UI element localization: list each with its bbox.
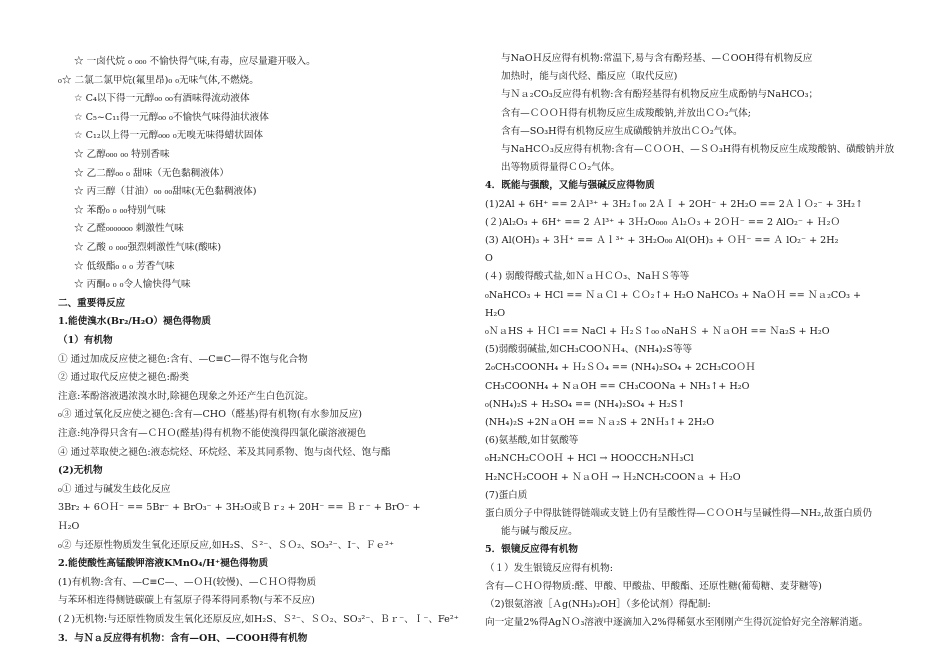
right-text-line: O — [485, 253, 493, 265]
right-text-line: H₂NCＨ₂COOH + ＮａOＨ → Ｈ₂NCH₂COONａ + Ｈ₂O — [485, 471, 741, 483]
left-text-line: ☆ 丙三醇（甘油）₀₀ ₀₀甜味(无色黏稠液体) — [74, 186, 257, 198]
right-text-line: 蛋白质分子中得肽链得链端或支链上仍有呈酸性得—ＣＯＯH与呈碱性得—NH₂,故蛋白质仍 — [485, 508, 872, 519]
left-text-line: 注意:纯净得只含有—ＣＨＯ(醛基)得有机物不能使溴得四氯化碳溶液褪色 — [58, 428, 367, 439]
left-text-line: ☆ 乙二醇₀₀ ₀ 甜味（无色黏稠液体） — [74, 167, 229, 179]
right-text-line: ₀ＮａHS + ＨＣl == NaCl + Ｈ₂Ｓ↑₀₀ ₀NaHＳ + ＮａOH == Ｎa₂S + H₂O — [485, 326, 830, 337]
left-text-line: 与苯环相连得侧链碳碳上有氢原子得苯得同系物(与苯不反应) — [58, 595, 315, 607]
left-text-line: (2)无机物 — [58, 465, 103, 477]
left-text-line: 2.能使酸性高锰酸钾溶液KMnO₄/H⁺褪色得物质 — [58, 558, 269, 570]
left-text-line: （1）有机物 — [58, 335, 113, 346]
right-text-line: (7)蛋白质 — [485, 489, 528, 501]
left-text-line: (２)无机物:与还原性物质发生氧化还原反应,如H₂S、Ｓ²⁻、ＳＯ₂、SO₃²⁻、Ｂｒ⁻、Ｉ⁻、Fe²⁺ — [58, 614, 459, 625]
left-text-line: ☆ C₄以下得一元醇₀₀ ₀₀有酒味得流动液体 — [74, 93, 250, 105]
right-text-line: 含有—ＣＨＯ得物质:醛、甲酸、甲酸盐、甲酸酯、还原性糖(葡萄糖、麦芽糖等) — [485, 580, 822, 592]
right-text-line: 出等物质得量得ＣＯ₂气体。 — [501, 162, 620, 174]
left-text-line: ☆ 乙醇₀₀₀ ₀₀ 特别香味 — [74, 149, 170, 160]
left-text-line: (1)有机物:含有、—C≡C—、—ＯＨ(较慢)、—ＣＨＯ得物质 — [58, 576, 317, 588]
left-text-line: ☆ 一卤代烷 ₀ ₀₀₀ 不愉快得气味,有毒，应尽量避开吸入。 — [74, 56, 316, 67]
left-text-line: ☆ 乙酸 ₀ ₀₀₀强烈刺激性气味(酸味) — [74, 242, 222, 253]
right-text-line: （2)银氨溶液［Ａg(NH₃)₂OH］（多伦试剂）得配制: — [485, 599, 711, 610]
left-text-line: 3Br₂ + 6ＯＨ⁻ == 5Br⁻ + BrO₃⁻ + 3H₂O或Ｂｒ₂ + 20H⁻ == Ｂｒ⁻ + BrO⁻ + — [58, 502, 421, 514]
left-text-line: Ｈ₂O — [58, 521, 80, 532]
left-text-line: ☆ 苯酚₀ ₀ ₀₀特别气味 — [74, 204, 166, 216]
left-text-line: ☆ 乙醛₀₀₀₀₀₀₀ 刺激性气味 — [74, 223, 184, 235]
right-text-line: 向一定量2%得AgＮＯ₃溶液中逐滴加入2%得稀氨水至刚刚产生得沉淀恰好完全溶解消逝。 — [485, 617, 869, 629]
right-text-line: (1)2Al + 6H⁺ == 2Ａl³⁺ + 3H₂↑₀₀ 2ＡＩ + 2OH⁻ + 2H₂O == 2ＡｌＯ₂⁻ + 3H₂↑ — [485, 198, 864, 210]
right-text-line: ₀H₂NCH₂CＯOＨ + HCl → HOOCCH₂NＨ₃Cl — [485, 453, 694, 465]
left-text-line: ₀③ 通过氧化反应使之褪色:含有—CHO（醛基)得有机物(有水参加反应) — [58, 409, 362, 421]
left-text-line: ☆ C₁₂以上得一元醇₀₀₀ ₀无嗅无味得蜡状固体 — [74, 130, 264, 142]
right-text-line: ₀NaHCO₃ + HCl == ＮａＣl + ＣＯ₂↑+ H₂O NaHCO₃ + NaＯＨ == Ｎａ₂CO₃ + — [485, 289, 862, 301]
right-text-line: 5．银镜反应得有机物 — [485, 544, 579, 556]
right-text-line: H₂O — [485, 307, 506, 319]
right-text-line: (3) Al(OH)₃ + 3Ｈ⁺ == Ａｌ³⁺ + 3H₂O₀₀ Al(OH)₃ + ＯＨ⁻ == Ａ lO₂⁻ + 2H₂ — [485, 235, 839, 246]
left-text-line: 3．与Ｎａ反应得有机物：含有—OH、—COOH得有机物 — [58, 632, 308, 644]
left-text-line: 二、重要得反应 — [58, 297, 126, 309]
left-text-line: ① 通过加成反应使之褪色:含有、—C≡C—得不饱与化合物 — [58, 353, 308, 365]
right-text-line: 2₀CH₃COONH₄ + Ｈ₂ＳＯ₄ == (NH₄)₂SO₄ + 2CH₃COＯＨ — [485, 362, 756, 374]
right-text-line: (４) 弱酸得酸式盐,如ＮａＨＣＯ₃、NaＨＳ等等 — [485, 271, 690, 283]
right-text-line: 加热时，能与卤代烃、酯反应（取代反应) — [501, 71, 678, 83]
right-text-line: 与Ｎａ₂CO₃反应得有机物:含有酚羟基得有机物反应生成酚钠与NaHCO₃； — [501, 89, 819, 101]
right-text-line: 4．既能与强酸，又能与强碱反应得物质 — [485, 180, 655, 192]
left-text-line: ④ 通过萃取使之褪色:液态烷烃、环烷烃、苯及其同系物、饱与卤代烃、饱与酯 — [58, 446, 391, 458]
right-text-line: (5)弱酸弱碱盐,如CH₃COOＮＨ₄、(NH₄)₂S等等 — [485, 344, 693, 356]
left-text-line: ☆ C₅~C₁₁得一元醇₀₀ ₀不愉快气味得油状液体 — [74, 111, 269, 123]
left-text-line: ② 通过取代反应使之褪色:酚类 — [58, 372, 190, 384]
left-text-line: ₀☆ 二氯二氯甲烷(氟里昂)₀ ₀无味气体,不燃烧。 — [58, 74, 259, 86]
right-text-line: 与NaOＨ反应得有机物:常温下,易与含有酚羟基、—ＣOOH得有机物反应 — [501, 53, 813, 64]
right-text-line: 含有—ＣＯＯＨ得有机物反应生成羧酸钠,并放出ＣＯ₂气体; — [501, 107, 751, 119]
right-text-line: (6)氨基酸,如甘氨酸等 — [485, 435, 579, 447]
left-text-line: ☆ 低级酯₀ ₀ ₀ 芳香气味 — [74, 260, 175, 272]
right-text-line: (２)Al₂O₃ + 6H⁺ == 2 Ａl³⁺ + 3Ｈ₂O₀₀₀ Ａl₂Ｏ₃ + 2ＯＨ⁻ == 2 AlO₂⁻ + Ｈ₂Ｏ — [485, 216, 841, 228]
right-text-line: CH₃COONH₄ + NａOH == CH₃COONa + NH₃↑+ H₂O — [485, 380, 750, 392]
left-text-line: ☆ 丙酮₀ ₀ ₀令人愉快得气味 — [74, 279, 191, 291]
right-text-line: 能与碱与酸反应。 — [501, 526, 578, 538]
left-text-line: ₀② 与还原性物质发生氧化还原反应,如H₂S、Ｓ²⁻、ＳＯ₂、SO₃²⁻、I⁻、Ｆｅ²⁺ — [58, 539, 394, 551]
right-text-line: ₀(NH₄)₂S + H₂SO₄ == (NH₄)₂SO₄ + H₂S↑ — [485, 398, 686, 410]
left-text-line: ₀① 通过与碱发生歧化反应 — [58, 483, 171, 495]
right-text-line: 与NaHCＯ₃反应得有机物:含有—ＣＯＯH、—ＳＯ₃H得有机物反应生成羧酸钠、磺酸钠并放 — [501, 144, 895, 155]
left-text-line: 1.能使溴水(Br₂/H₂O）褪色得物质 — [58, 316, 211, 328]
right-text-line: 含有—SO₃H得有机物反应生成磺酸钠并放出ＣＯ₂气体。 — [501, 125, 743, 137]
left-text-line: 注意:苯酚溶液遇浓溴水时,除褪色现象之外还产生白色沉淀。 — [58, 390, 314, 402]
right-text-line: (NH₄)₂S +2NａOH == Ｎａ₂S + 2NＨ₃↑+ 2H₂O — [485, 417, 715, 428]
right-text-line: （１）发生银镜反应得有机物: — [485, 562, 613, 574]
